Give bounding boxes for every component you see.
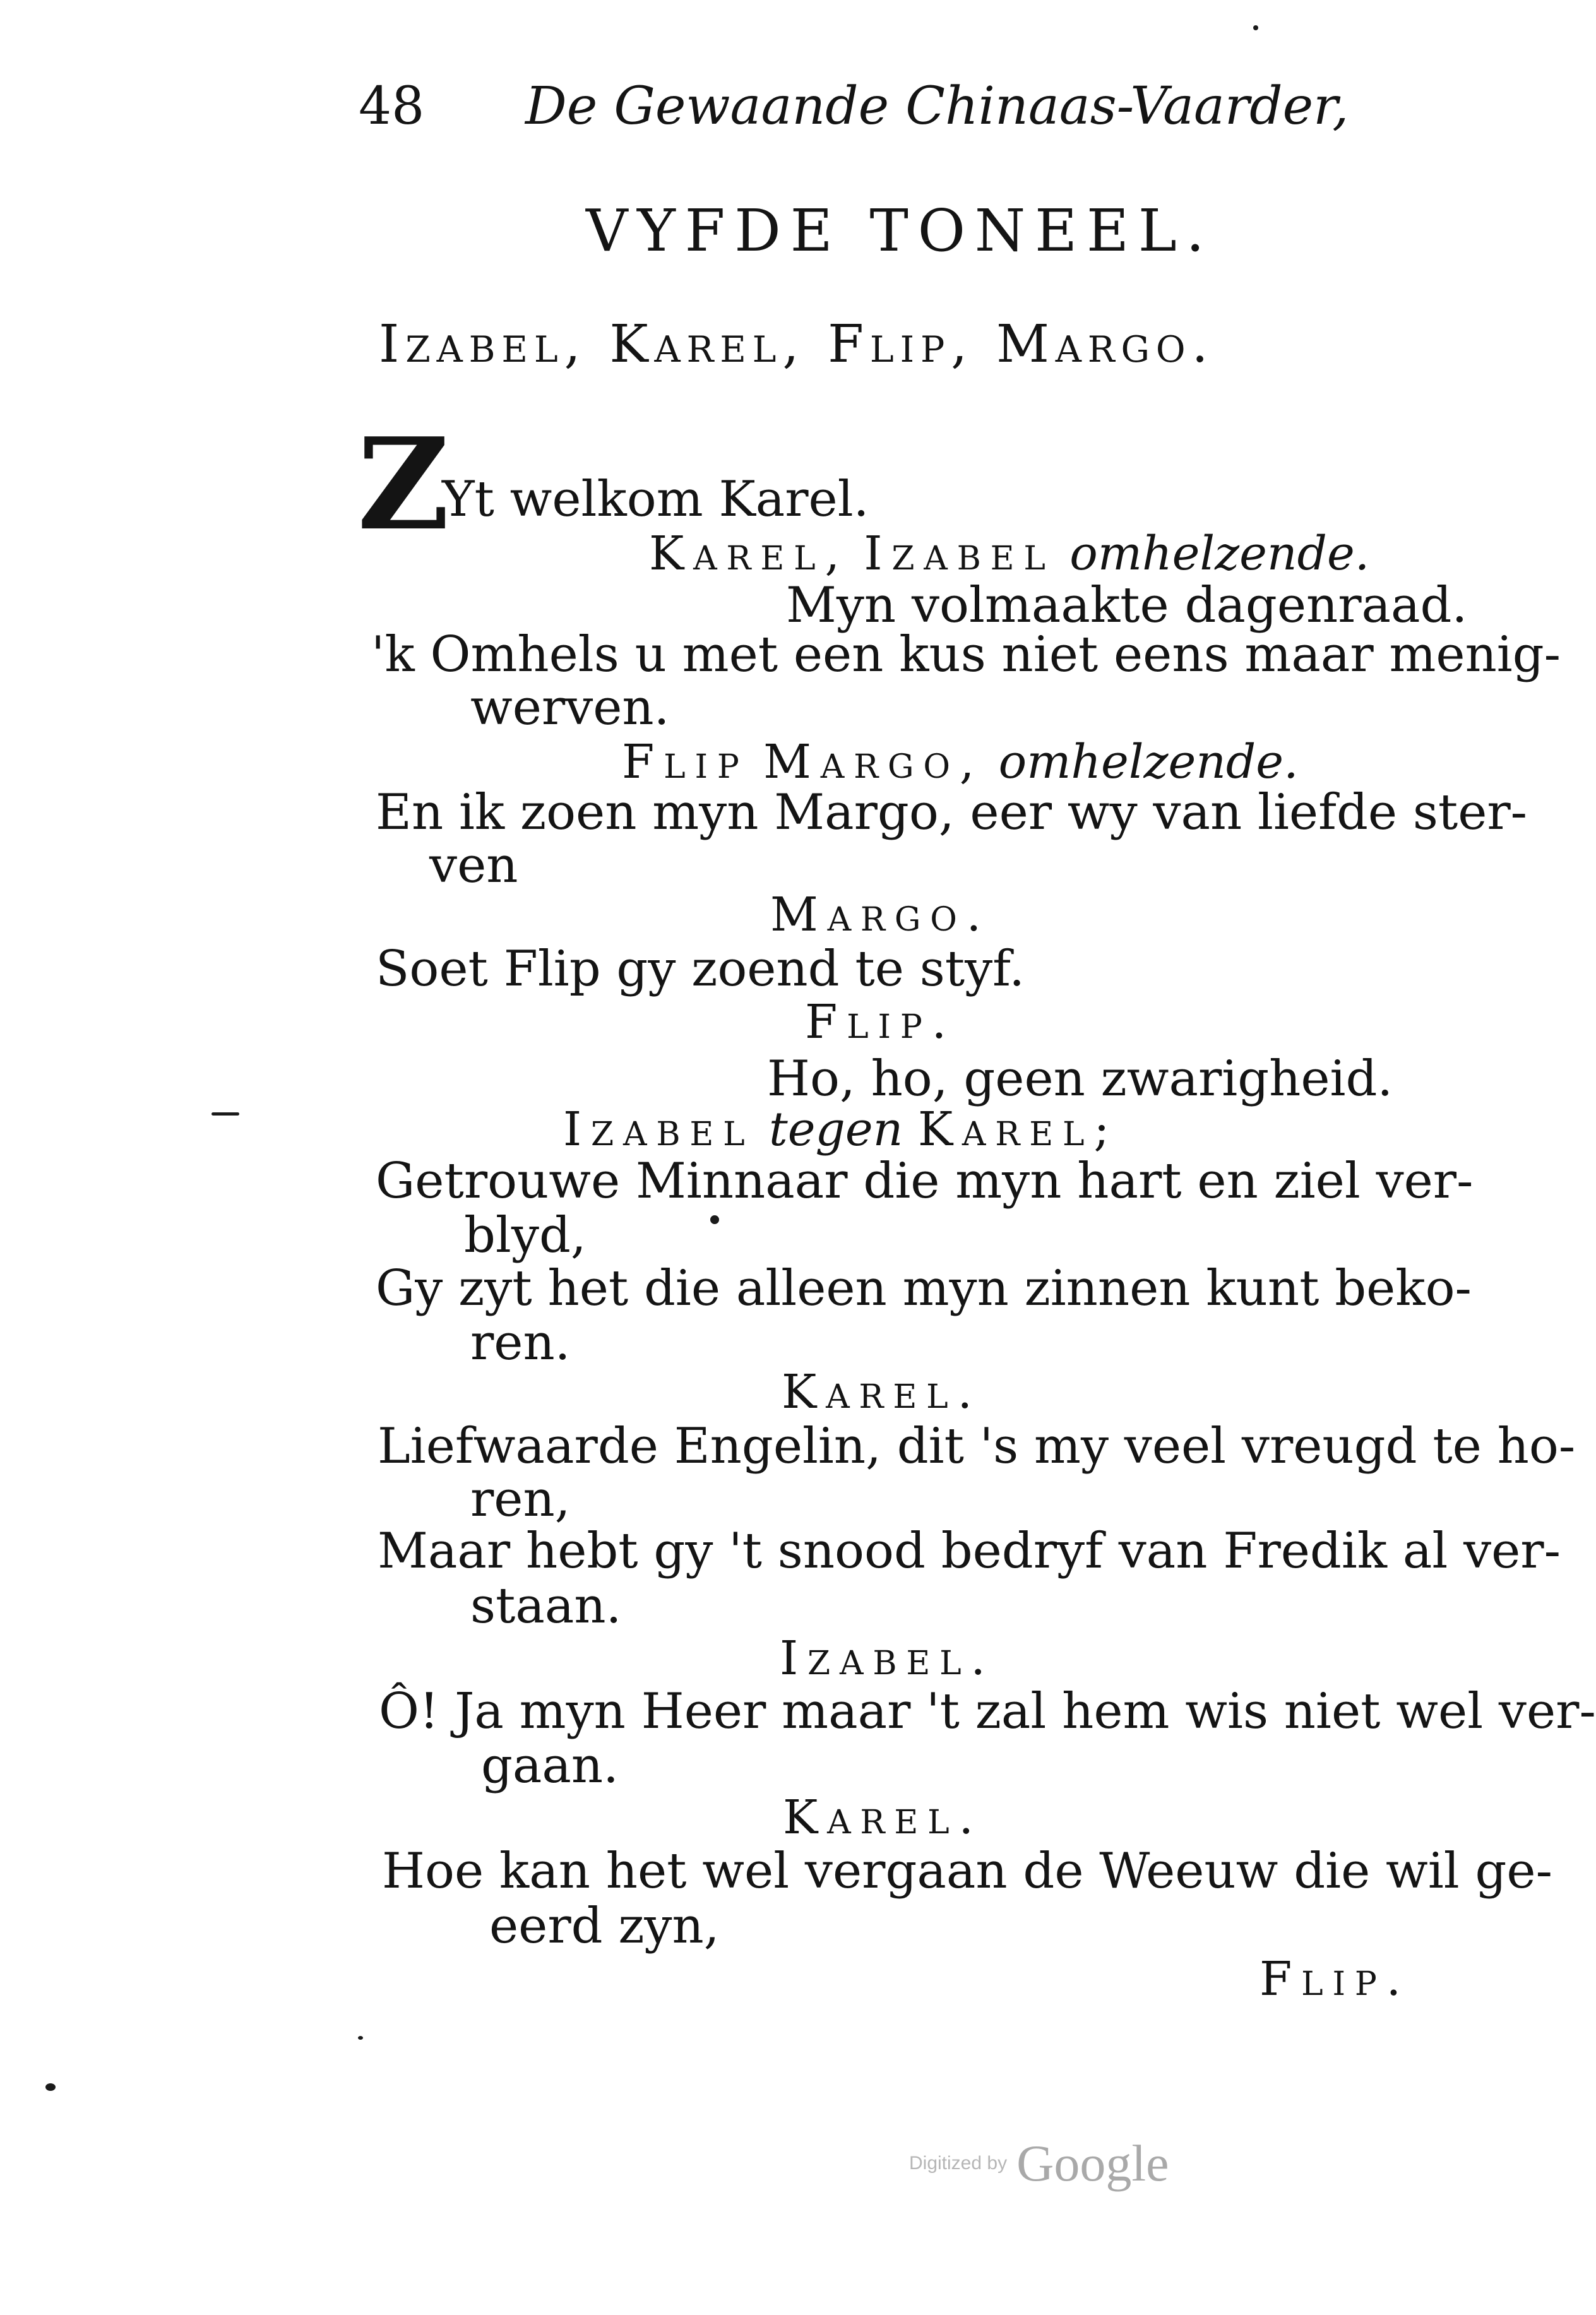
scan-speck xyxy=(1253,25,1258,30)
verse-line: ven xyxy=(429,837,518,894)
speaker-heading xyxy=(622,735,1299,789)
character-list: Izabel, Karel, Flip, Margo. xyxy=(379,314,1215,374)
speaker-name: Karel. xyxy=(783,1790,983,1845)
verse-line: werven. xyxy=(470,679,670,736)
speaker-heading xyxy=(649,527,1370,581)
verse-line: staan. xyxy=(470,1578,622,1634)
speaker-name: Izabel xyxy=(563,1102,754,1157)
scan-speck xyxy=(710,1215,719,1224)
verse-line: Ho, ho, geen zwarigheid. xyxy=(767,1050,1393,1107)
verse-line: Yt welkom Karel. xyxy=(442,471,869,528)
scene-title: VYFDE TONEEL. xyxy=(586,197,1214,265)
google-logo: Google xyxy=(1016,2134,1169,2192)
running-head: De Gewaande Chinaas-Vaarder, xyxy=(525,76,1349,136)
speaker-name: Flip. xyxy=(805,995,956,1049)
verse-line: ren, xyxy=(470,1471,571,1528)
verse-line: blyd, xyxy=(464,1207,587,1264)
speaker-name: Izabel xyxy=(864,527,1055,581)
scan-speck xyxy=(45,2083,56,2091)
verse-line: Ô! Ja myn Heer maar 't zal hem wis niet wel ver- xyxy=(379,1683,1596,1740)
drop-cap: Z xyxy=(357,410,450,559)
speaker-name: Karel, xyxy=(649,527,849,581)
verse-line: gaan. xyxy=(481,1737,619,1794)
verse-line: eerd zyn, xyxy=(489,1898,720,1955)
verse-line: Liefwaarde Engelin, dit 's my veel vreugd te ho- xyxy=(378,1418,1576,1475)
speaker-name: Margo. xyxy=(770,888,991,942)
verse-line: Getrouwe Minnaar die myn hart en ziel ver- xyxy=(376,1153,1474,1210)
verse-line: Gy zyt het die alleen myn zinnen kunt beko- xyxy=(376,1260,1472,1317)
verse-line: 'k Omhels u met een kus niet eens maar menig- xyxy=(371,626,1561,683)
digitization-footer xyxy=(909,2134,1169,2193)
catchword: Flip. xyxy=(1260,1952,1410,2006)
digitized-label: Digitized by xyxy=(909,2153,1008,2174)
scan-speck xyxy=(358,2036,363,2040)
speaker-name: Karel. xyxy=(782,1365,982,1419)
stage-direction: omhelzende. xyxy=(1069,527,1370,581)
stage-direction: tegen xyxy=(768,1102,903,1157)
speaker-heading xyxy=(563,1102,1119,1157)
verse-line: ren. xyxy=(470,1314,571,1371)
page-number: 48 xyxy=(359,76,425,136)
verse-line: En ik zoen myn Margo, eer wy van liefde ster- xyxy=(376,784,1528,841)
scan-speck xyxy=(211,1112,239,1116)
verse-line: Maar hebt gy 't snood bedryf van Fredik al ver- xyxy=(378,1523,1561,1580)
speaker-name: Flip xyxy=(622,735,749,789)
stage-direction: omhelzende. xyxy=(998,735,1299,789)
verse-line: Soet Flip gy zoend te styf. xyxy=(376,941,1025,997)
speaker-name: Izabel. xyxy=(780,1631,995,1686)
speaker-name: Karel; xyxy=(917,1102,1119,1157)
speaker-name: Margo, xyxy=(763,735,984,789)
verse-line: Myn volmaakte dagenraad. xyxy=(786,577,1468,634)
verse-line: Hoe kan het wel vergaan de Weeuw die wil ge- xyxy=(382,1843,1552,1900)
